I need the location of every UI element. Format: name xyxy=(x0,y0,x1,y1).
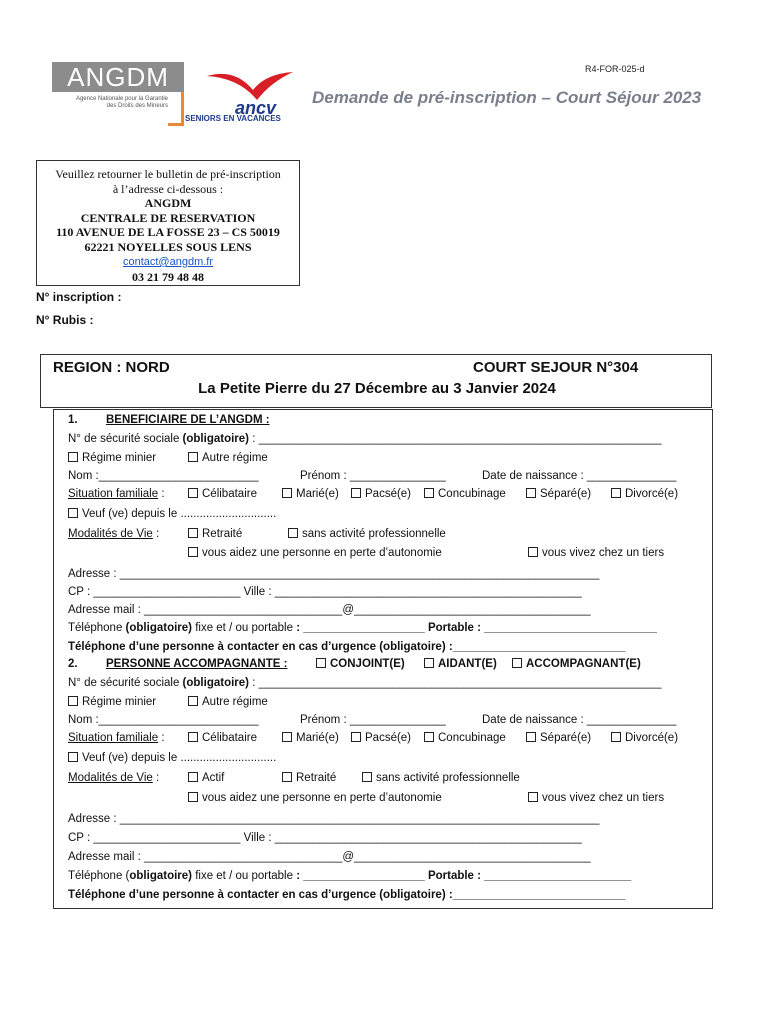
s1-checkbox-veuf[interactable]: Veuf (ve) depuis le .............................. xyxy=(68,508,276,520)
contact-email-link[interactable]: contact@angdm.fr xyxy=(122,256,214,268)
address-phone: 03 21 79 48 48 xyxy=(132,269,204,284)
s2-secu-field[interactable]: N° de sécurité sociale (obligatoire) : _______________________________________________________________ xyxy=(68,677,662,689)
s1-checkbox-divorce[interactable]: Divorcé(e) xyxy=(611,488,678,500)
checkbox-icon xyxy=(424,732,434,742)
s2-checkbox-separe[interactable]: Séparé(e) xyxy=(526,732,591,744)
s1-checkbox-pacse[interactable]: Pacsé(e) xyxy=(351,488,411,500)
s1-checkbox-regime-minier[interactable] xyxy=(68,452,156,464)
s2-checkbox-veuf[interactable]: Veuf (ve) depuis le .............................. xyxy=(68,752,276,764)
region-label: REGION : NORD xyxy=(53,359,170,376)
ancv-logo-tagline: SENIORS EN VACANCES xyxy=(185,114,281,123)
checkbox-icon xyxy=(188,452,198,462)
s1-situation-label: Situation familiale : xyxy=(68,488,165,500)
s1-secu-field[interactable] xyxy=(68,433,662,445)
s1-checkbox-concubinage[interactable]: Concubinage xyxy=(424,488,506,500)
ancv-logo xyxy=(185,68,295,128)
s1-naissance-field[interactable]: Date de naissance : ______________ xyxy=(482,470,677,482)
checkbox-icon xyxy=(282,732,292,742)
checkbox-icon xyxy=(188,732,198,742)
s2-checkbox-marie[interactable]: Marié(e) xyxy=(282,732,339,744)
document-title: Demande de pré-inscription – Court Séjour 2023 xyxy=(312,88,702,107)
s2-mail-field[interactable]: Adresse mail : _______________________________@_____________________________________ xyxy=(68,851,591,863)
angdm-logo xyxy=(52,62,184,126)
rubis-number-label: N° Rubis : xyxy=(36,313,94,327)
section-2-number: 2. xyxy=(68,658,78,670)
checkbox-icon xyxy=(316,658,326,668)
s2-checkbox-regime-minier[interactable]: Régime minier xyxy=(68,696,156,708)
s2-checkbox-accompagnant[interactable]: ACCOMPAGNANT(E) xyxy=(512,658,641,670)
section-1-number: 1. xyxy=(68,414,78,426)
region-box xyxy=(40,354,712,408)
s1-secu-required: (obligatoire) xyxy=(182,433,249,445)
checkbox-icon xyxy=(188,528,198,538)
s2-checkbox-divorce[interactable]: Divorcé(e) xyxy=(611,732,678,744)
checkbox-icon xyxy=(611,732,621,742)
s2-checkbox-autre-regime[interactable]: Autre régime xyxy=(188,696,268,708)
checkbox-icon xyxy=(351,488,361,498)
s1-modalites-label: Modalités de Vie : xyxy=(68,528,160,540)
checkbox-icon xyxy=(282,488,292,498)
s1-mail-field[interactable]: Adresse mail : _______________________________@_____________________________________ xyxy=(68,604,591,616)
checkbox-icon xyxy=(288,528,298,538)
checkbox-icon xyxy=(512,658,522,668)
s2-urgence-field[interactable]: Téléphone d’une personne à contacter en cas d’urgence (obligatoire) :___________________________ xyxy=(68,889,626,901)
ancv-logo-text: ancv xyxy=(235,98,277,118)
angdm-logo-accent xyxy=(168,92,184,126)
checkbox-icon xyxy=(424,658,434,668)
sejour-dates: La Petite Pierre du 27 Décembre au 3 Janvier 2024 xyxy=(198,380,556,397)
checkbox-icon xyxy=(282,772,292,782)
address-instruction-2: à l’adresse ci-dessous : xyxy=(112,181,224,196)
sejour-number: COURT SEJOUR N°304 xyxy=(473,359,639,376)
s1-checkbox-aidez[interactable]: vous aidez une personne en perte d’autonomie xyxy=(188,547,442,559)
s1-cp-ville-field[interactable]: CP : _______________________ Ville : ________________________________________________ xyxy=(68,586,582,598)
s2-telephone-field[interactable]: Téléphone (obligatoire) fixe et / ou portable : ___________________ Portable : _______________________ xyxy=(68,870,632,882)
checkbox-icon xyxy=(528,547,538,557)
checkbox-icon xyxy=(351,732,361,742)
s2-checkbox-actif[interactable]: Actif xyxy=(188,772,224,784)
s2-checkbox-pacse[interactable]: Pacsé(e) xyxy=(351,732,411,744)
address-dept: CENTRALE DE RESERVATION xyxy=(80,210,256,225)
s1-adresse-field[interactable]: Adresse : ___________________________________________________________________________ xyxy=(68,568,600,580)
s1-checkbox-retraite[interactable]: Retraité xyxy=(188,528,242,540)
address-org: ANGDM xyxy=(144,196,192,210)
s2-checkbox-sans-activite[interactable]: sans activité professionnelle xyxy=(362,772,520,784)
s1-secu-label: N° de sécurité sociale xyxy=(68,433,183,445)
s1-regime-minier-label: Régime minier xyxy=(82,452,157,464)
s2-checkbox-retraite[interactable]: Retraité xyxy=(282,772,336,784)
bird-icon xyxy=(205,68,295,102)
checkbox-icon xyxy=(68,752,78,762)
s1-telephone-field[interactable]: Téléphone (obligatoire) fixe et / ou portable : ___________________ Portable : ___________________________ xyxy=(68,622,657,634)
angdm-logo-text: ANGDM xyxy=(52,62,184,92)
checkbox-icon xyxy=(188,792,198,802)
checkbox-icon xyxy=(188,772,198,782)
s2-checkbox-concubinage[interactable]: Concubinage xyxy=(424,732,506,744)
s1-checkbox-separe[interactable]: Séparé(e) xyxy=(526,488,591,500)
section-1-title: BENEFICIAIRE DE L’ANGDM : xyxy=(106,414,270,426)
address-street: 110 AVENUE DE LA FOSSE 23 – CS 50019 xyxy=(56,225,280,239)
s2-checkbox-aidez[interactable]: vous aidez une personne en perte d’autonomie xyxy=(188,792,442,804)
s1-autre-regime-label: Autre régime xyxy=(202,452,268,464)
s2-checkbox-tiers[interactable]: vous vivez chez un tiers xyxy=(528,792,664,804)
inscription-number-label: N° inscription : xyxy=(36,290,122,304)
checkbox-icon xyxy=(188,488,198,498)
address-city: 62221 NOYELLES SOUS LENS xyxy=(84,239,252,254)
checkbox-icon xyxy=(362,772,372,782)
address-instruction-1: Veuillez retourner le bulletin de pré-inscription xyxy=(55,167,281,181)
angdm-logo-tagline: Agence Nationale pour la Garantie des Droits des Mineurs xyxy=(75,96,168,109)
checkbox-icon xyxy=(526,732,536,742)
form-box xyxy=(53,409,713,909)
checkbox-icon xyxy=(528,792,538,802)
s1-prenom-field[interactable]: Prénom : _______________ xyxy=(300,470,446,482)
s1-checkbox-tiers[interactable]: vous vivez chez un tiers xyxy=(528,547,664,559)
s2-modalites-label: Modalités de Vie : xyxy=(68,772,160,784)
s2-adresse-field[interactable]: Adresse : ___________________________________________________________________________ xyxy=(68,813,600,825)
s2-situation-label: Situation familiale : xyxy=(68,732,165,744)
checkbox-icon xyxy=(68,508,78,518)
s2-cp-ville-field[interactable]: CP : _______________________ Ville : ________________________________________________ xyxy=(68,832,582,844)
s2-checkbox-aidant[interactable]: AIDANT(E) xyxy=(424,658,497,670)
return-address-box xyxy=(36,160,300,286)
s2-naissance-field[interactable]: Date de naissance : ______________ xyxy=(482,714,677,726)
s1-urgence-field[interactable]: Téléphone d’une personne à contacter en cas d’urgence (obligatoire) :___________________________ xyxy=(68,641,626,653)
checkbox-icon xyxy=(68,452,78,462)
section-2-title: PERSONNE ACCOMPAGNANTE : xyxy=(106,658,288,670)
s1-checkbox-marie[interactable]: Marié(e) xyxy=(282,488,339,500)
s1-secu-line: : _______________________________________________________________ xyxy=(249,433,662,445)
checkbox-icon xyxy=(188,696,198,706)
s1-checkbox-autre-regime[interactable] xyxy=(188,452,268,464)
s2-checkbox-conjoint[interactable]: CONJOINT(E) xyxy=(316,658,405,670)
checkbox-icon xyxy=(526,488,536,498)
s1-checkbox-sans-activite[interactable]: sans activité professionnelle xyxy=(288,528,446,540)
form-reference: R4-FOR-025-d xyxy=(585,64,645,74)
checkbox-icon xyxy=(611,488,621,498)
s2-nom-field[interactable]: Nom :_________________________ xyxy=(68,714,259,726)
s1-checkbox-celibataire[interactable]: Célibataire xyxy=(188,488,257,500)
s1-nom-field[interactable]: Nom :_________________________ xyxy=(68,470,259,482)
checkbox-icon xyxy=(188,547,198,557)
checkbox-icon xyxy=(424,488,434,498)
checkbox-icon xyxy=(68,696,78,706)
s2-prenom-field[interactable]: Prénom : _______________ xyxy=(300,714,446,726)
s2-checkbox-celibataire[interactable]: Célibataire xyxy=(188,732,257,744)
